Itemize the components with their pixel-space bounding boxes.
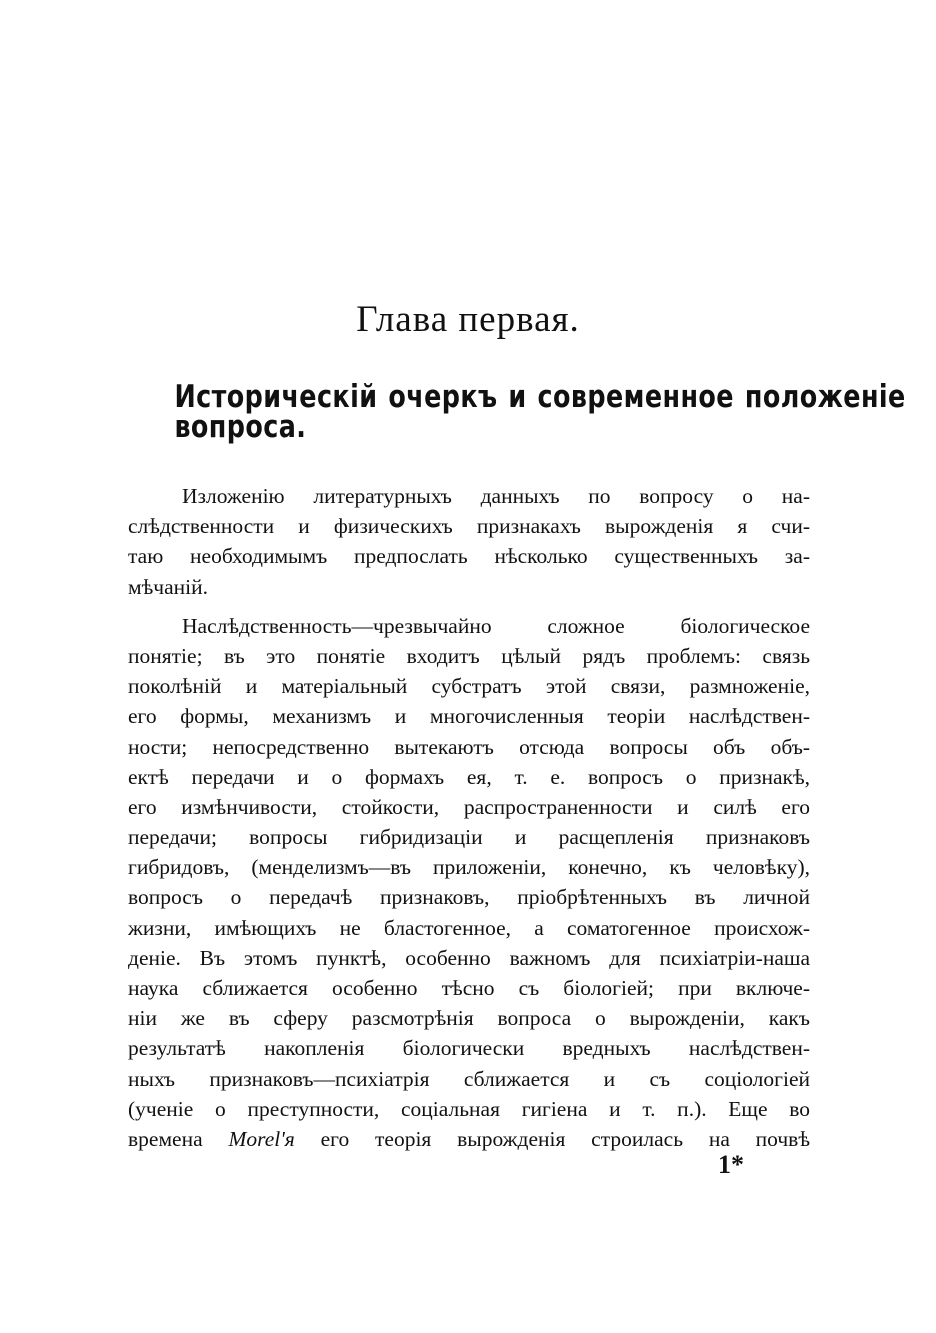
page-number: 1* <box>718 1150 744 1179</box>
text-line: Наслѣдственность—чрезвычайно сложное біологическое <box>182 613 810 638</box>
paragraph <box>128 611 810 1154</box>
text-line: Изложенію литературныхъ данныхъ по вопросу о на- <box>182 484 810 508</box>
text-line: мѣчаній. <box>128 574 208 599</box>
text-line: понятіе; въ это понятіе входитъ цѣлый рядъ проблемъ: связь <box>128 643 810 668</box>
text-line: его формы, механизмъ и многочисленныя теоріи наслѣдствен- <box>128 704 810 729</box>
text-line: ныхъ признаковъ—психіатрія сближается и съ соціологіей <box>128 1066 810 1091</box>
text-line: ности; непосредственно вытекаютъ отсюда вопросы объ объ- <box>128 734 810 759</box>
text-line: результатѣ накопленія біологически вредныхъ наслѣдствен- <box>128 1036 810 1061</box>
subtitle-line: вопроса. <box>174 409 307 446</box>
text-line: поколѣній и матеріальный субстратъ этой связи, размноженіе, <box>128 674 810 699</box>
chapter-subtitle <box>174 379 906 446</box>
chapter-title: Глава первая. <box>356 299 580 340</box>
italic-name: Morel'я <box>228 1126 295 1151</box>
text-line <box>128 1124 810 1154</box>
text-line: деніе. Въ этомъ пунктѣ, особенно важномъ для психіатріи-наша <box>128 945 810 970</box>
subtitle-line: Историческій очеркъ и современное положеніе <box>174 379 906 415</box>
body-text <box>128 481 810 1154</box>
text-line: наука сближается особенно тѣсно съ біологіей; при включе- <box>128 976 810 1000</box>
text-line: передачи; вопросы гибридизаціи и расщепленія признаковъ <box>128 825 810 850</box>
text-line: слѣдственности и физическихъ признакахъ вырожденія я счи- <box>128 514 810 539</box>
text-line: (ученіе о преступности, соціальная гигіена и т. п.). Еще во <box>128 1096 810 1121</box>
text-segment: его теорія вырожденія строилась на почвѣ <box>320 1126 811 1151</box>
text-segment: времена <box>128 1126 203 1151</box>
text-line: вопросъ о передачѣ признаковъ, пріобрѣтенныхъ въ личной <box>128 885 810 910</box>
text-line: таю необходимымъ предпослать нѣсколько существенныхъ за- <box>128 544 810 569</box>
text-line: ектѣ передачи и о формахъ ея, т. е. вопросъ о признакѣ, <box>128 764 810 789</box>
text-line: жизни, имѣющихъ не бластогенное, а соматогенное происхож- <box>128 915 810 940</box>
text-line: его измѣнчивости, стойкости, распространенности и силѣ его <box>128 794 810 819</box>
text-line: ніи же въ сферу разсмотрѣнія вопроса о вырожденіи, какъ <box>128 1006 810 1031</box>
text-line: гибридовъ, (менделизмъ—въ приложеніи, конечно, къ человѣку), <box>128 855 810 880</box>
paragraph <box>128 481 810 602</box>
